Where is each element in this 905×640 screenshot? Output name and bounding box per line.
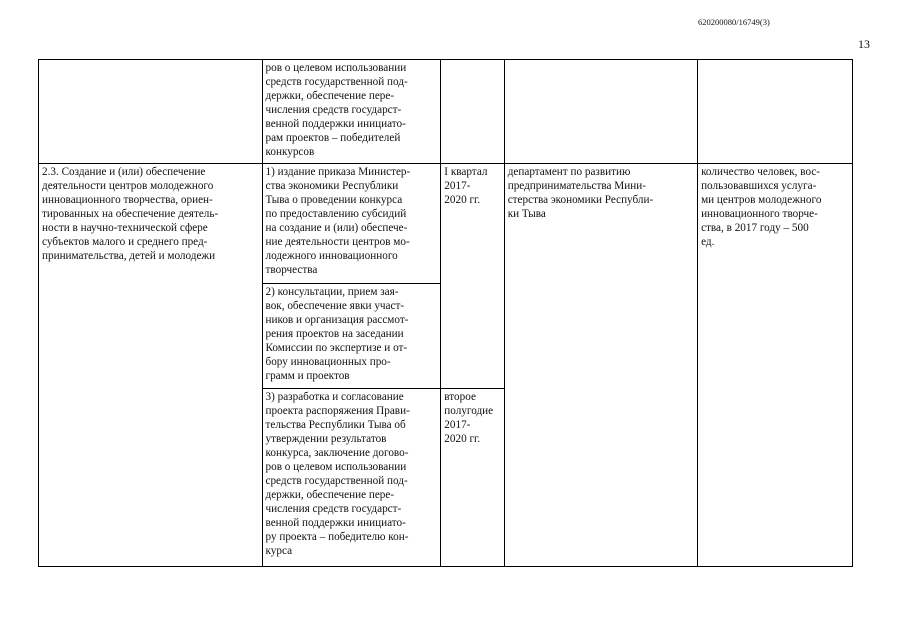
measure-text: 2.3. Создание и (или) обеспечение деятельности центров молодежного инновационного творчества, ориен- тированных на обеспечение деятель- ности в научно-технической сфере субъектов малого и среднего пред- принимательства, детей и молодежи (42, 166, 219, 262)
period-cell (441, 389, 504, 567)
document-id: 620200080/16749(3) (698, 17, 770, 27)
step-text: 2) консультации, прием зая- вок, обеспечение явки участ- ников и организация рассмот- рения проектов на заседании Комиссии по экспертизе и от- бору инновационных про- грамм и проектов (265, 286, 409, 382)
responsible-text: департамент по развитию предпринимательства Мини- стерства экономики Республи- ки Тыва (507, 166, 654, 220)
table-row-continuation (39, 60, 853, 164)
period-cell (441, 164, 504, 389)
table-cell-steps-continuation (262, 60, 441, 164)
responsible-cell (504, 164, 697, 567)
table-row (39, 164, 853, 284)
measures-table (38, 59, 853, 567)
table-cell-empty (698, 60, 853, 164)
page-number: 13 (858, 37, 870, 51)
step-text: 3) разработка и согласование проекта распоряжения Прави- тельства Республики Тыва об утверждении результатов конкурса, заключение догово- ров о целевом использовании средств государственной под- держки, обеспечение пере- числения средств государст- венной поддержки инициато- ру проекта – победителю кон- курса (265, 391, 410, 557)
table-cell-empty (441, 60, 504, 164)
period-text: второе полугодие 2017- 2020 гг. (444, 391, 494, 445)
measure-cell (39, 164, 263, 567)
indicator-cell (698, 164, 853, 567)
indicator-text: количество человек, вос- пользовавшихся услуга- ми центров молодежного инновационного творче- ства, в 2017 году – 500 ед. (701, 166, 822, 248)
step-cell (262, 284, 441, 389)
step-text: 1) издание приказа Министер- ства экономики Республики Тыва о проведении конкурса по предоставлению субсидий на создание и (или) обеспече- ние деятельности центров мо- лодежного инновационного творчества (265, 166, 411, 276)
step-cell (262, 389, 441, 567)
table-cell-empty (39, 60, 263, 164)
step-cell (262, 164, 441, 284)
steps-continuation-text: ров о целевом использовании средств государственной под- держки, обеспечение пере- числения средств государст- венной поддержки инициато- рам проектов – победителей конкурсов (265, 62, 408, 158)
period-text: I квартал 2017- 2020 гг. (444, 166, 488, 206)
table-cell-empty (504, 60, 697, 164)
